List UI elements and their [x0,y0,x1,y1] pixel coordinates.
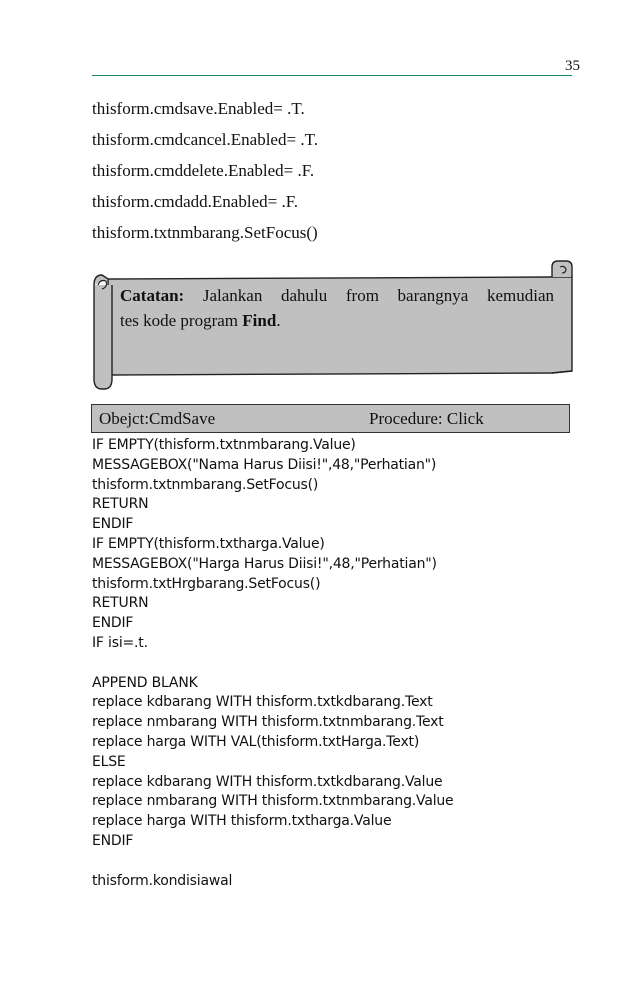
procedure-label: Procedure: Click [369,409,484,428]
code-line: ENDIF [92,516,134,533]
code-line: RETURN [92,496,149,513]
code-line: ELSE [92,753,126,770]
object-label: Obejct:CmdSave [99,409,216,428]
code-line: replace nmbarang WITH thisform.txtnmbarang.Value [92,793,454,810]
top-code-line: thisform.txtnmbarang.SetFocus() [92,223,318,242]
code-line: MESSAGEBOX("Nama Harus Diisi!",48,"Perhatian") [92,456,437,473]
note-text-line1: Jalankan dahulu from barangnya kemudian [202,286,555,305]
code-line: IF EMPTY(thisform.txtnmbarang.Value) [92,437,356,453]
code-line: thisform.kondisiawal [92,872,233,889]
code-line: IF EMPTY(thisform.txtharga.Value) [92,535,325,552]
code-line: replace kdbarang WITH thisform.txtkdbarang.Value [92,773,443,790]
code-line: replace kdbarang WITH thisform.txtkdbarang.Text [92,694,433,711]
code-line: APPEND BLANK [92,674,198,691]
note-label: Catatan: [120,286,185,305]
procedure-bar [91,404,570,433]
code-line: replace harga WITH VAL(thisform.txtHarga.Text) [92,733,420,750]
note-text-line2-suffix: . [276,311,281,330]
top-code-block [92,98,572,253]
code-line: MESSAGEBOX("Harga Harus Diisi!",48,"Perhatian") [92,555,437,572]
code-line: ENDIF [92,615,134,632]
note-line-2 [120,308,554,333]
header-rule [92,75,572,76]
code-line: ENDIF [92,832,134,849]
note-text-line2-prefix: tes kode program [120,311,243,330]
page-number: 35 [565,58,580,74]
code-line: replace nmbarang WITH thisform.txtnmbarang.Text [92,714,444,731]
code-line: replace harga WITH thisform.txtharga.Value [92,813,392,830]
top-code-line: thisform.cmdsave.Enabled= .T. [92,99,305,118]
top-code-line: thisform.cmddelete.Enabled= .F. [92,161,315,180]
code-line: thisform.txtnmbarang.SetFocus() [92,476,319,493]
code-line [92,654,572,674]
note-keyword: Find [242,311,277,330]
note-text [120,283,554,333]
code-line: IF isi=.t. [92,634,148,651]
code-line: RETURN [92,595,149,612]
code-line: thisform.txtHrgbarang.SetFocus() [92,575,321,592]
top-code-line: thisform.cmdadd.Enabled= .F. [92,192,299,211]
code-line [92,852,572,872]
code-block [92,436,572,891]
note-line-1 [120,283,554,308]
top-code-line: thisform.cmdcancel.Enabled= .T. [92,130,318,149]
